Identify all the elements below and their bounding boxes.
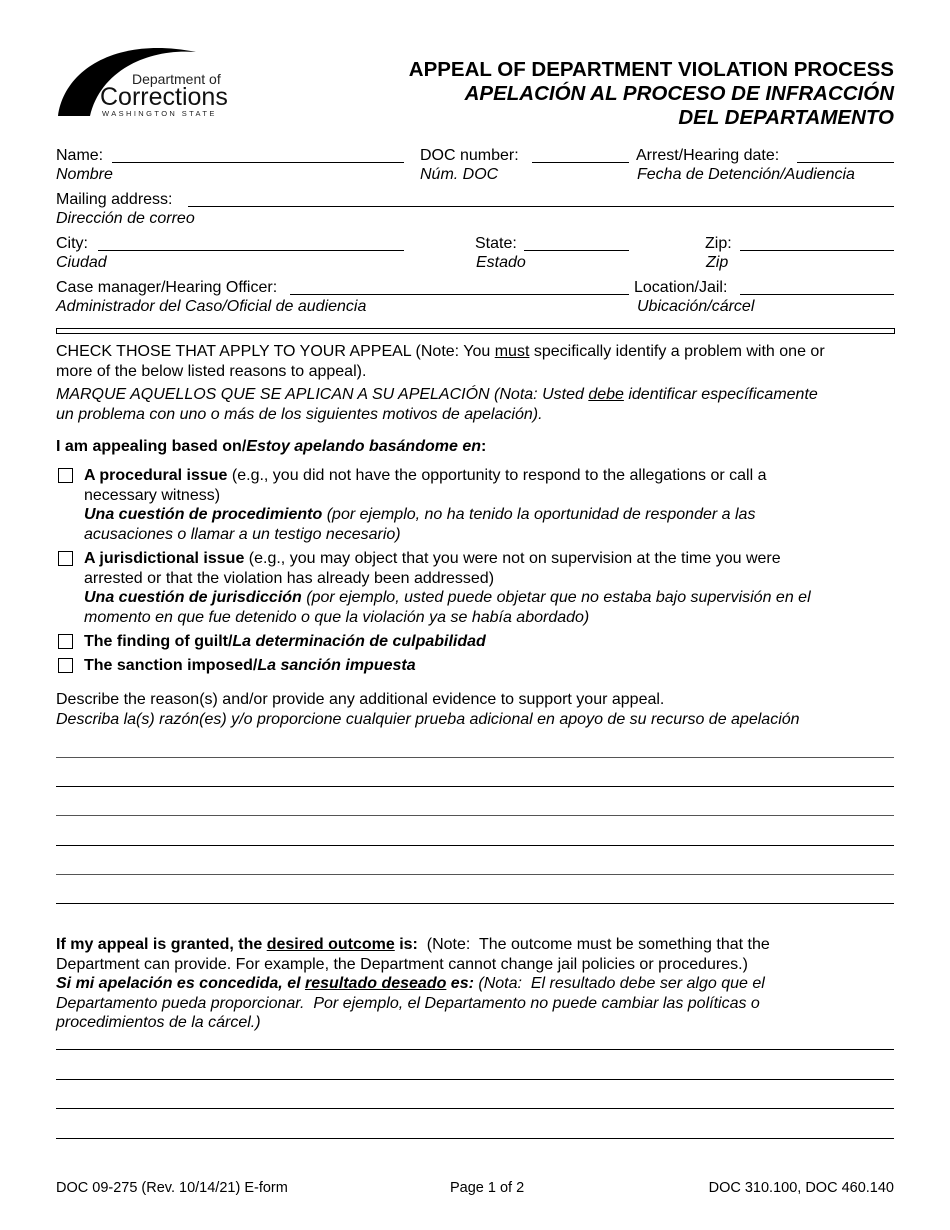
outcome-en-bold-1: If my appeal is granted, the xyxy=(56,936,267,953)
outcome-es-note-3: procedimientos de la cárcel.) xyxy=(56,1014,261,1031)
state-label-es: Estado xyxy=(476,254,526,271)
describe-line xyxy=(56,903,894,904)
jurisdictional-issue-desc-1: (e.g., you may object that you were not on supervision at the time you were xyxy=(244,550,781,567)
instructions-en-must: must xyxy=(494,343,530,360)
sanction-imposed-es: La sanción impuesta xyxy=(257,657,416,674)
finding-of-guilt-es: La determinación de culpabilidad xyxy=(232,633,486,650)
jurisdictional-issue-checkbox[interactable] xyxy=(58,551,73,566)
state-label: State: xyxy=(475,235,517,252)
finding-of-guilt-option xyxy=(84,632,486,652)
title-es-2: DEL DEPARTAMENTO xyxy=(678,106,894,129)
section-divider xyxy=(56,328,895,334)
jurisdictional-issue-label: A jurisdictional issue xyxy=(84,550,245,567)
doc-number-label-es: Núm. DOC xyxy=(420,166,499,183)
jurisdictional-issue-desc-2: arrested or that the violation has already been addressed) xyxy=(84,569,495,587)
procedural-issue-desc-1: (e.g., you did not have the opportunity to respond to the allegations or call a xyxy=(227,467,767,484)
footer-policy-refs: DOC 310.100, DOC 460.140 xyxy=(708,1180,894,1196)
instructions-es-post: identificar específicamente xyxy=(623,386,818,403)
name-label: Name: xyxy=(56,147,104,164)
appeal-basis-heading-colon: : xyxy=(481,438,487,455)
sanction-imposed-label: The sanction imposed/ xyxy=(84,657,258,674)
name-input[interactable] xyxy=(112,144,404,163)
outcome-text xyxy=(56,935,916,1033)
jurisdictional-issue-option xyxy=(84,549,904,627)
mailing-address-label-es: Dirección de correo xyxy=(56,210,195,227)
city-label-es: Ciudad xyxy=(56,254,107,271)
describe-line xyxy=(56,786,894,787)
logo-line3: WASHINGTON STATE xyxy=(102,109,217,118)
footer-page-number: Page 1 of 2 xyxy=(450,1180,525,1196)
arrest-date-label: Arrest/Hearing date: xyxy=(636,147,780,164)
instructions-en-post: specifically identify a problem with one or xyxy=(529,343,825,360)
outcome-line xyxy=(56,1049,894,1050)
sanction-imposed-option xyxy=(84,656,416,676)
outcome-es-note-1: (Nota: El resultado debe ser algo que el xyxy=(473,975,765,992)
describe-line xyxy=(56,815,894,816)
jurisdictional-issue-es-desc-2: momento en que fue detenido o que la violación ya se había abordado) xyxy=(84,608,590,626)
state-input[interactable] xyxy=(524,232,629,251)
jurisdictional-issue-es-label: Una cuestión de jurisdicción xyxy=(84,589,302,606)
logo-line2: Corrections xyxy=(100,83,228,111)
zip-input[interactable] xyxy=(740,232,894,251)
instructions-es-line2: un problema con uno o más de los siguientes motivos de apelación). xyxy=(56,405,543,423)
outcome-en-note-2: Department can provide. For example, the Department cannot change jail policies or procedures.) xyxy=(56,955,748,973)
location-label-es: Ubicación/cárcel xyxy=(637,298,755,315)
instructions-en xyxy=(56,342,896,381)
location-input[interactable] xyxy=(740,276,894,295)
case-manager-label-es: Administrador del Caso/Oficial de audiencia xyxy=(56,298,367,315)
city-label: City: xyxy=(56,235,88,252)
outcome-es-underlined: resultado deseado xyxy=(304,975,447,992)
outcome-es-bold-2: es: xyxy=(446,975,474,992)
appeal-basis-heading-en: I am appealing based on/ xyxy=(56,438,247,455)
arrest-date-label-es: Fecha de Detención/Audiencia xyxy=(637,166,855,183)
instructions-es xyxy=(56,385,896,424)
outcome-en-underlined: desired outcome xyxy=(266,936,395,953)
procedural-issue-checkbox[interactable] xyxy=(58,468,73,483)
zip-label: Zip: xyxy=(705,235,732,252)
case-manager-label: Case manager/Hearing Officer: xyxy=(56,279,278,296)
describe-line xyxy=(56,874,894,875)
arrest-date-input[interactable] xyxy=(797,144,894,163)
procedural-issue-label: A procedural issue xyxy=(84,467,228,484)
location-label: Location/Jail: xyxy=(634,279,728,296)
finding-of-guilt-checkbox[interactable] xyxy=(58,634,73,649)
doc-number-input[interactable] xyxy=(532,144,629,163)
outcome-es-bold-1: Si mi apelación es concedida, el xyxy=(56,975,305,992)
outcome-en-note-1: (Note: The outcome must be something that the xyxy=(417,936,770,953)
outcome-line xyxy=(56,1108,894,1109)
procedural-issue-es-label: Una cuestión de procedimiento xyxy=(84,506,323,523)
outcome-line xyxy=(56,1079,894,1080)
procedural-issue-es-desc-2: acusaciones o llamar a un testigo necesario) xyxy=(84,525,401,543)
procedural-issue-es-desc-1: (por ejemplo, no ha tenido la oportunidad de responder a las xyxy=(322,506,756,523)
mailing-address-input[interactable] xyxy=(188,188,894,207)
sanction-imposed-checkbox[interactable] xyxy=(58,658,73,673)
footer-form-id: DOC 09-275 (Rev. 10/14/21) E-form xyxy=(56,1180,288,1196)
city-input[interactable] xyxy=(98,232,404,251)
outcome-line xyxy=(56,1138,894,1139)
instructions-es-debe: debe xyxy=(588,386,624,403)
finding-of-guilt-label: The finding of guilt/ xyxy=(84,633,233,650)
mailing-address-label: Mailing address: xyxy=(56,191,173,208)
title-en: APPEAL OF DEPARTMENT VIOLATION PROCESS xyxy=(408,58,894,81)
describe-en: Describe the reason(s) and/or provide any additional evidence to support your appeal. xyxy=(56,691,665,708)
jurisdictional-issue-es-desc-1: (por ejemplo, usted puede objetar que no estaba bajo supervisión en el xyxy=(301,589,811,606)
outcome-es-note-2: Departamento pueda proporcionar. Por ejemplo, el Departamento no puede cambiar las políticas o xyxy=(56,994,760,1012)
case-manager-input[interactable] xyxy=(290,276,629,295)
describe-textarea[interactable] xyxy=(56,740,894,908)
appeal-basis-heading-es: Estoy apelando basándome en xyxy=(246,438,481,455)
outcome-en-bold-2: is: xyxy=(394,936,418,953)
logo-line1: Department of xyxy=(132,71,221,87)
zip-label-es: Zip xyxy=(706,254,729,271)
procedural-issue-option xyxy=(84,466,904,544)
outcome-textarea[interactable] xyxy=(56,1036,894,1140)
procedural-issue-desc-2: necessary witness) xyxy=(84,486,221,504)
instructions-en-line2: more of the below listed reasons to appeal). xyxy=(56,362,367,380)
instructions-en-pre: CHECK THOSE THAT APPLY TO YOUR APPEAL (Note: You xyxy=(56,343,495,360)
instructions-es-pre: MARQUE AQUELLOS QUE SE APLICAN A SU APELACIÓN (Nota: Usted xyxy=(56,386,589,403)
describe-es: Describa la(s) razón(es) y/o proporcione cualquier prueba adicional en apoyo de su recurso de apelación xyxy=(56,711,800,728)
describe-line xyxy=(56,845,894,846)
logo xyxy=(56,42,246,120)
describe-line xyxy=(56,757,894,758)
doc-number-label: DOC number: xyxy=(420,147,519,164)
name-label-es: Nombre xyxy=(56,166,113,183)
title-es-1: APELACIÓN AL PROCESO DE INFRACCIÓN xyxy=(464,82,894,105)
appeal-basis-heading xyxy=(56,437,486,457)
